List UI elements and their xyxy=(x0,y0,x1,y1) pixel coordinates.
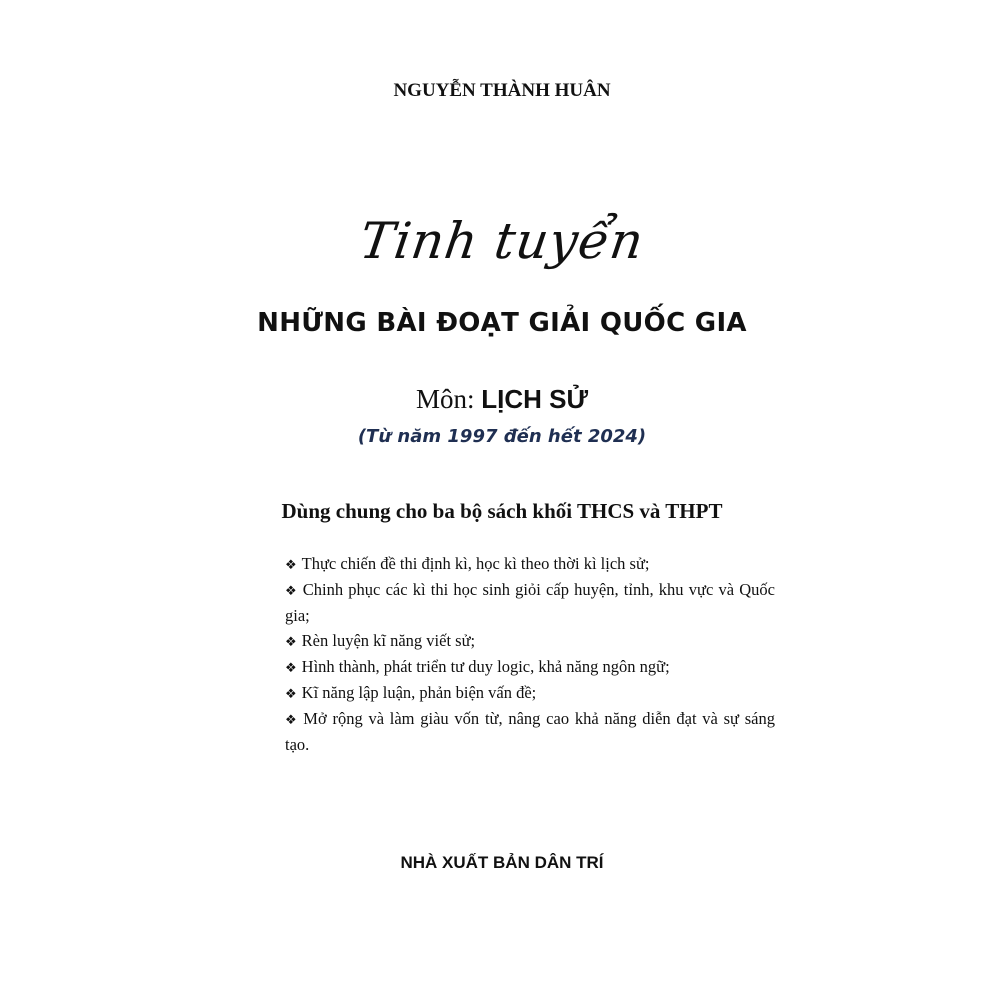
subject-label: Môn: xyxy=(415,384,475,414)
feature-list xyxy=(285,551,775,757)
list-item xyxy=(285,680,775,706)
list-item xyxy=(285,628,775,654)
list-item xyxy=(285,577,775,628)
list-item xyxy=(285,551,775,577)
list-item-text: Kĩ năng lập luận, phản biện vấn đề; xyxy=(301,683,537,702)
diamond-bullet-icon: ❖ xyxy=(285,660,297,675)
subject-value: LỊCH SỬ xyxy=(481,384,589,414)
diamond-bullet-icon: ❖ xyxy=(285,686,297,701)
script-title: Tinh tuyển xyxy=(356,212,648,270)
diamond-bullet-icon: ❖ xyxy=(285,634,297,649)
list-item-text: Rèn luyện kĩ năng viết sử; xyxy=(301,631,476,650)
publisher: NHÀ XUẤT BẢN DÂN TRÍ xyxy=(400,853,604,872)
diamond-bullet-icon: ❖ xyxy=(285,712,299,727)
usage-note: Dùng chung cho ba bộ sách khối THCS và THPT xyxy=(281,499,723,523)
diamond-bullet-icon: ❖ xyxy=(285,557,297,572)
list-item-text: Thực chiến đề thi định kì, học kì theo thời kì lịch sử; xyxy=(301,554,650,573)
subject-line xyxy=(0,384,1004,415)
author-name: NGUYỄN THÀNH HUÂN xyxy=(393,80,611,101)
list-item xyxy=(285,706,775,757)
main-title: NHỮNG BÀI ĐOẠT GIẢI QUỐC GIA xyxy=(257,308,747,338)
list-item-text: Mở rộng và làm giàu vốn từ, nâng cao khả năng diễn đạt và sự sáng tạo. xyxy=(285,709,776,754)
list-item xyxy=(285,654,775,680)
year-range: (Từ năm 1997 đến hết 2024) xyxy=(357,426,647,447)
list-item-text: Hình thành, phát triển tư duy logic, khả năng ngôn ngữ; xyxy=(301,657,670,676)
diamond-bullet-icon: ❖ xyxy=(285,583,298,598)
list-item-text: Chinh phục các kì thi học sinh giỏi cấp huyện, tỉnh, khu vực và Quốc gia; xyxy=(285,580,776,625)
